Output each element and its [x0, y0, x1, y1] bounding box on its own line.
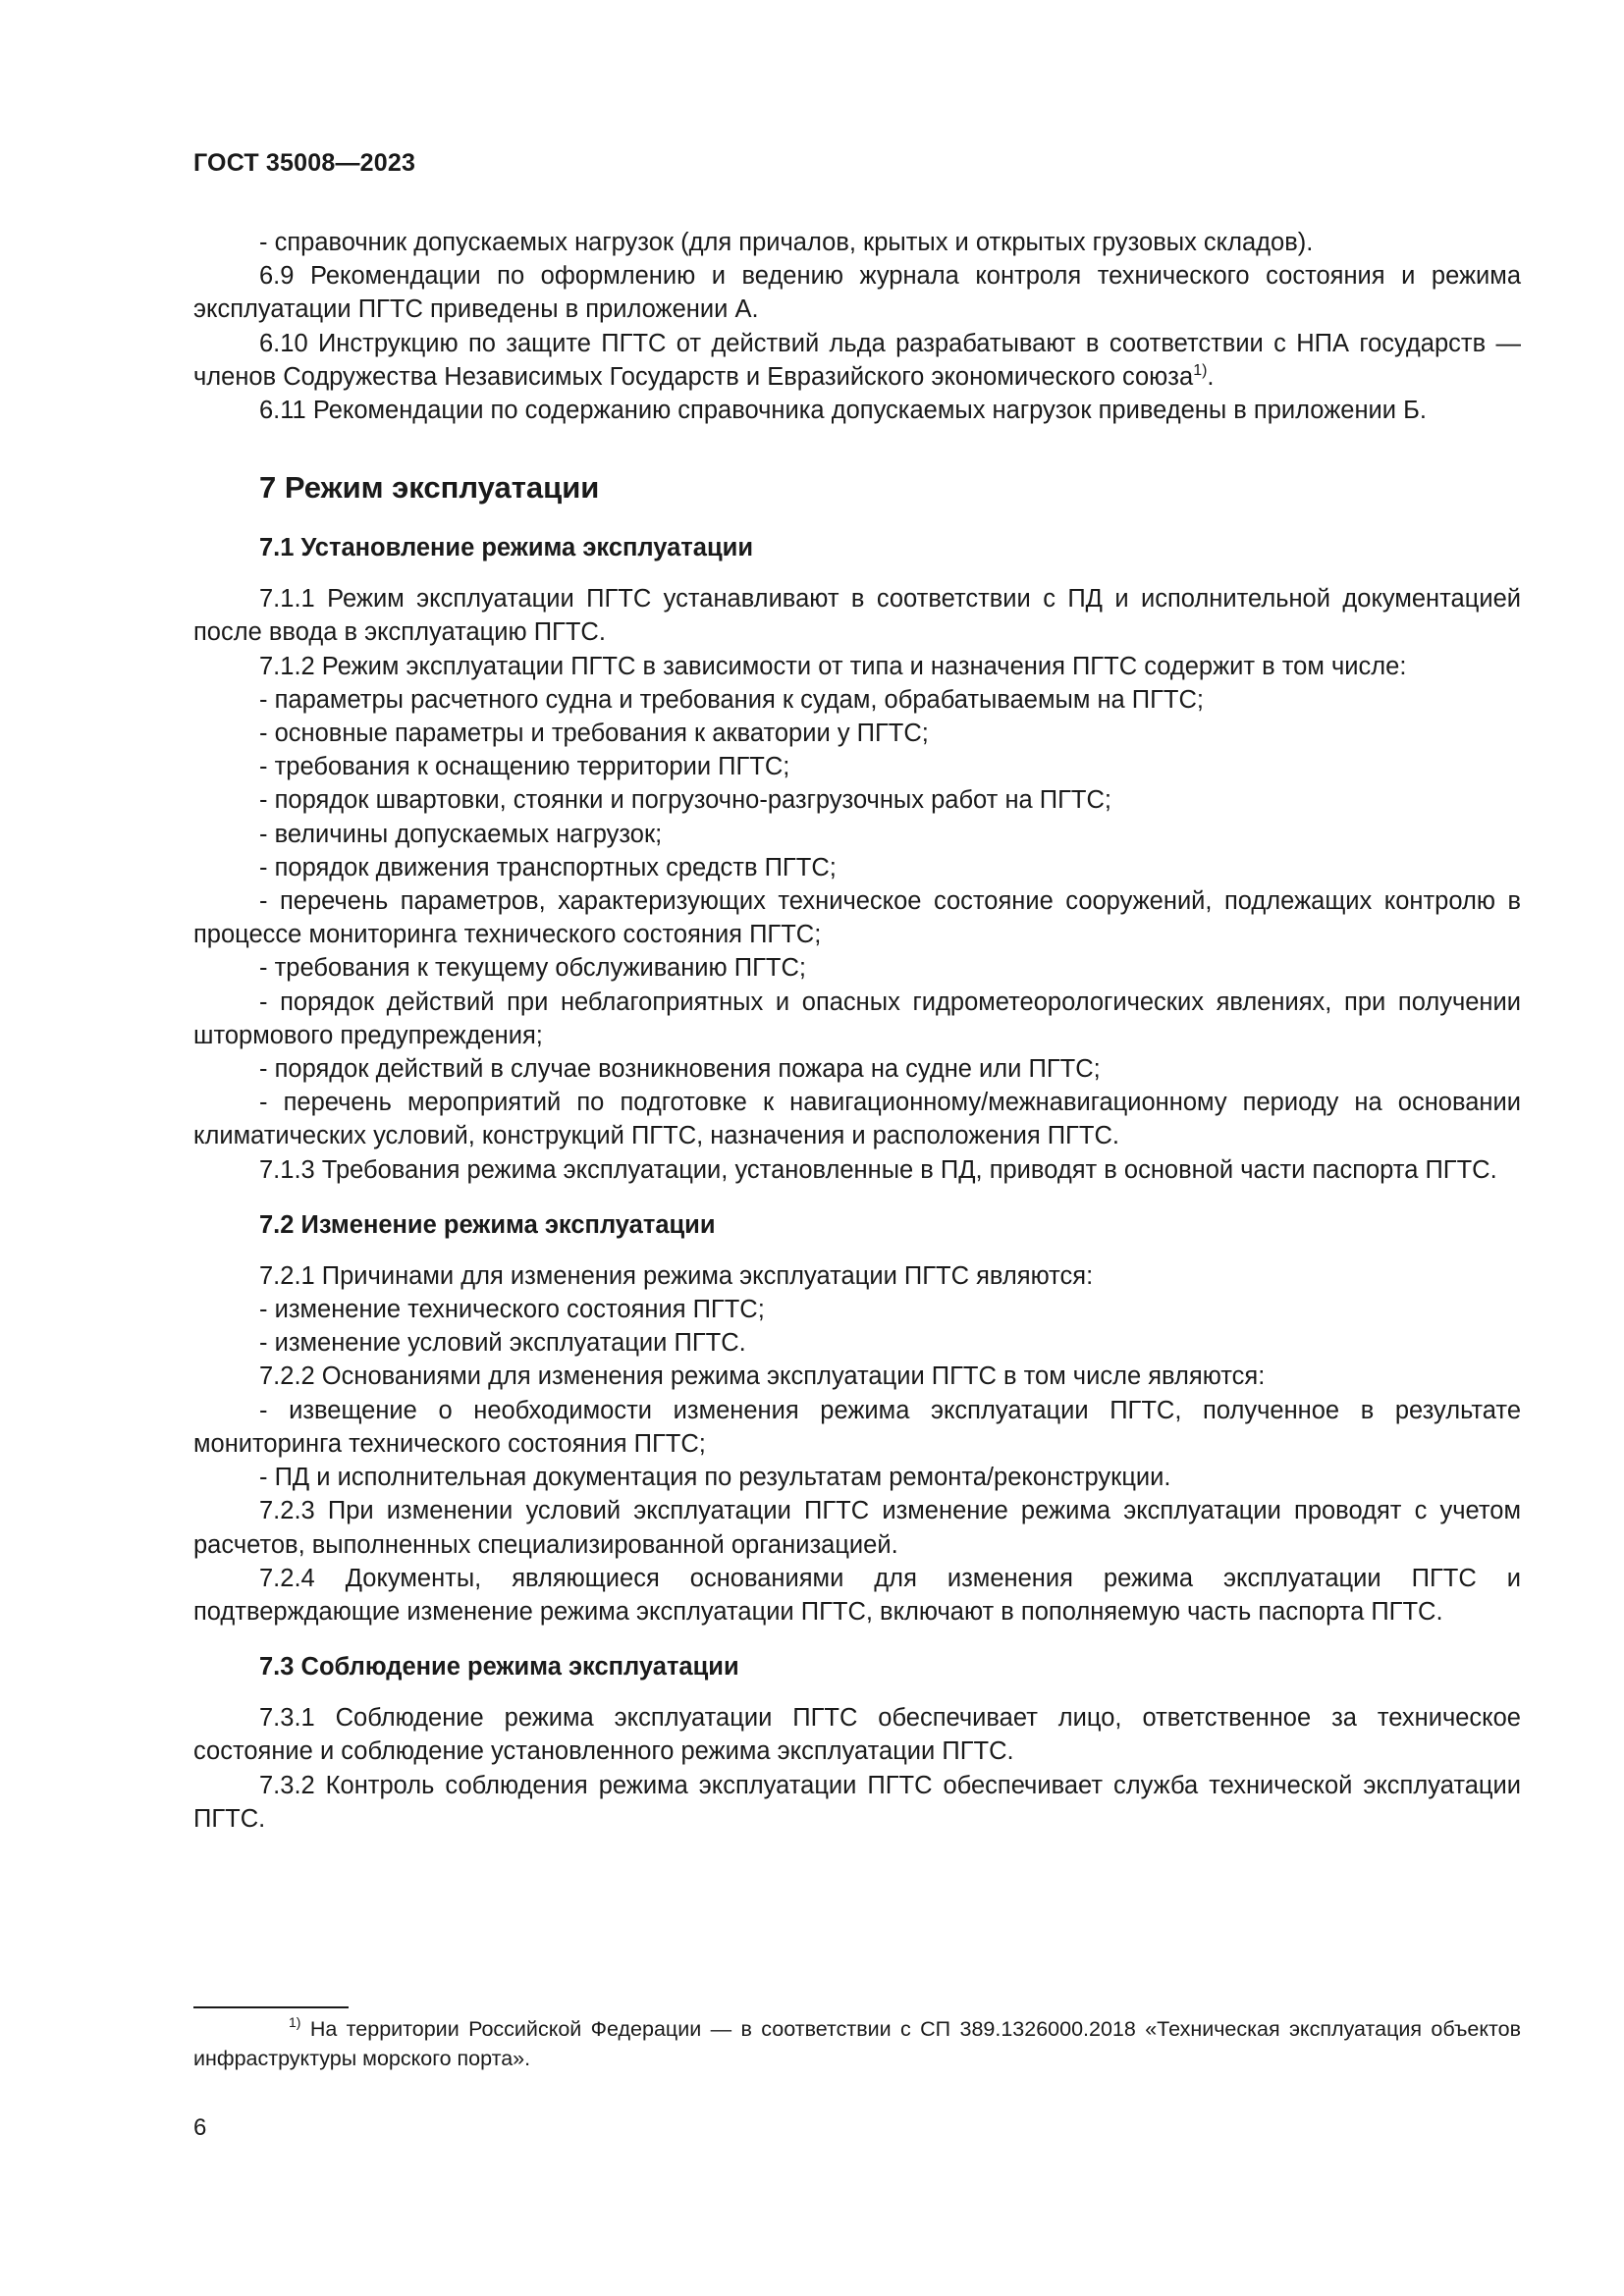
- footnote-text: На территории Российской Федерации — в соответствии с СП 389.1326000.2018 «Техническая эксплуатация объектов инфраструктуры морского порта».: [193, 2017, 1521, 2070]
- list-item: - порядок движения транспортных средств ПГТС;: [259, 853, 837, 881]
- list-item: - требования к текущему обслуживанию ПГТС;: [259, 954, 806, 983]
- list-item: - перечень мероприятий по подготовке к навигационному/межнавигационному периоду на основании климатических условий, конструкций ПГТС, назначения и расположения ПГТС.: [193, 1089, 1521, 1150]
- list-item: - порядок швартовки, стоянки и погрузочно-разгрузочных работ на ПГТС;: [259, 786, 1112, 815]
- list-item: - перечень параметров, характеризующих техническое состояние сооружений, подлежащих контролю в процессе мониторинга технического состояния ПГТС;: [193, 887, 1521, 949]
- subsection-7-2-title: 7.2 Изменение режима эксплуатации: [259, 1210, 716, 1239]
- list-item: - порядок действий в случае возникновения пожара на судне или ПГТС;: [259, 1055, 1101, 1084]
- document-code-header: ГОСТ 35008—2023: [193, 149, 416, 177]
- list-item: - основные параметры и требования к акватории у ПГТС;: [259, 720, 929, 748]
- list-item: - величины допускаемых нагрузок;: [259, 820, 663, 848]
- paragraph-7-2-2: 7.2.2 Основаниями для изменения режима эксплуатации ПГТС в том числе являются:: [259, 1362, 1266, 1391]
- list-item: - изменение технического состояния ПГТС;: [259, 1296, 765, 1324]
- paragraph-6-10-text: 6.10 Инструкцию по защите ПГТС от действий льда разрабатывают в соответствии с НПА государств — членов Содружества Независимых Государств и Евразийского экономического союза: [193, 329, 1521, 391]
- paragraph-7-3-2: 7.3.2 Контроль соблюдения режима эксплуатации ПГТС обеспечивает служба технической эксплуатации ПГТС.: [193, 1771, 1521, 1833]
- paragraph-6-10-period: .: [1207, 362, 1215, 391]
- paragraph-7-1-3: 7.1.3 Требования режима эксплуатации, установленные в ПД, приводят в основной части паспорта ПГТС.: [259, 1155, 1497, 1184]
- footnote: [193, 2014, 1521, 2073]
- list-item: - требования к оснащению территории ПГТС;: [259, 753, 790, 781]
- paragraph-7-2-3: 7.2.3 При изменении условий эксплуатации ПГТС изменение режима эксплуатации проводят с учетом расчетов, выполненных специализированной организацией.: [193, 1497, 1521, 1559]
- page-body: [193, 226, 1521, 1836]
- paragraph-7-2-4: 7.2.4 Документы, являющиеся основаниями для изменения режима эксплуатации ПГТС и подтверждающие изменение режима эксплуатации ПГТС, включают в пополняемую часть паспорта ПГТС.: [193, 1564, 1521, 1626]
- paragraph-6-9: 6.9 Рекомендации по оформлению и ведению журнала контроля технического состояния и режима эксплуатации ПГТС приведены в приложении А.: [193, 262, 1521, 324]
- list-item: - параметры расчетного судна и требования к судам, обрабатываемым на ПГТС;: [259, 685, 1205, 714]
- paragraph-7-1-2: 7.1.2 Режим эксплуатации ПГТС в зависимости от типа и назначения ПГТС содержит в том числе:: [259, 652, 1407, 680]
- section-7-title: 7 Режим эксплуатации: [259, 470, 600, 506]
- subsection-7-3-title: 7.3 Соблюдение режима эксплуатации: [259, 1653, 739, 1682]
- list-item: - порядок действий при неблагоприятных и опасных гидрометеорологических явлениях, при получении штормового предупреждения;: [193, 988, 1521, 1049]
- list-item: - изменение условий эксплуатации ПГТС.: [259, 1329, 746, 1358]
- paragraph-reference-list-item: - справочник допускаемых нагрузок (для причалов, крытых и открытых грузовых складов).: [259, 229, 1314, 256]
- footnote-mark: 1): [289, 2014, 301, 2030]
- paragraph-7-2-1: 7.2.1 Причинами для изменения режима эксплуатации ПГТС являются:: [259, 1261, 1094, 1290]
- paragraph-7-1-1: 7.1.1 Режим эксплуатации ПГТС устанавливают в соответствии с ПД и исполнительной документацией после ввода в эксплуатацию ПГТС.: [193, 585, 1521, 647]
- footnote-separator-rule: [193, 2006, 349, 2008]
- paragraph-7-3-1: 7.3.1 Соблюдение режима эксплуатации ПГТС обеспечивает лицо, ответственное за техническое состояние и соблюдение установленного режима эксплуатации ПГТС.: [193, 1704, 1521, 1766]
- paragraph-6-11: 6.11 Рекомендации по содержанию справочника допускаемых нагрузок приведены в приложении Б.: [259, 397, 1427, 425]
- footnote-reference-mark: 1): [1193, 361, 1208, 379]
- page-number: 6: [193, 2114, 207, 2141]
- paragraph-6-10: [193, 327, 1521, 394]
- list-item: - ПД и исполнительная документация по результатам ремонта/реконструкции.: [259, 1464, 1171, 1492]
- list-item: - извещение о необходимости изменения режима эксплуатации ПГТС, полученное в результате мониторинга технического состояния ПГТС;: [193, 1396, 1521, 1458]
- subsection-7-1-title: 7.1 Установление режима эксплуатации: [259, 534, 754, 562]
